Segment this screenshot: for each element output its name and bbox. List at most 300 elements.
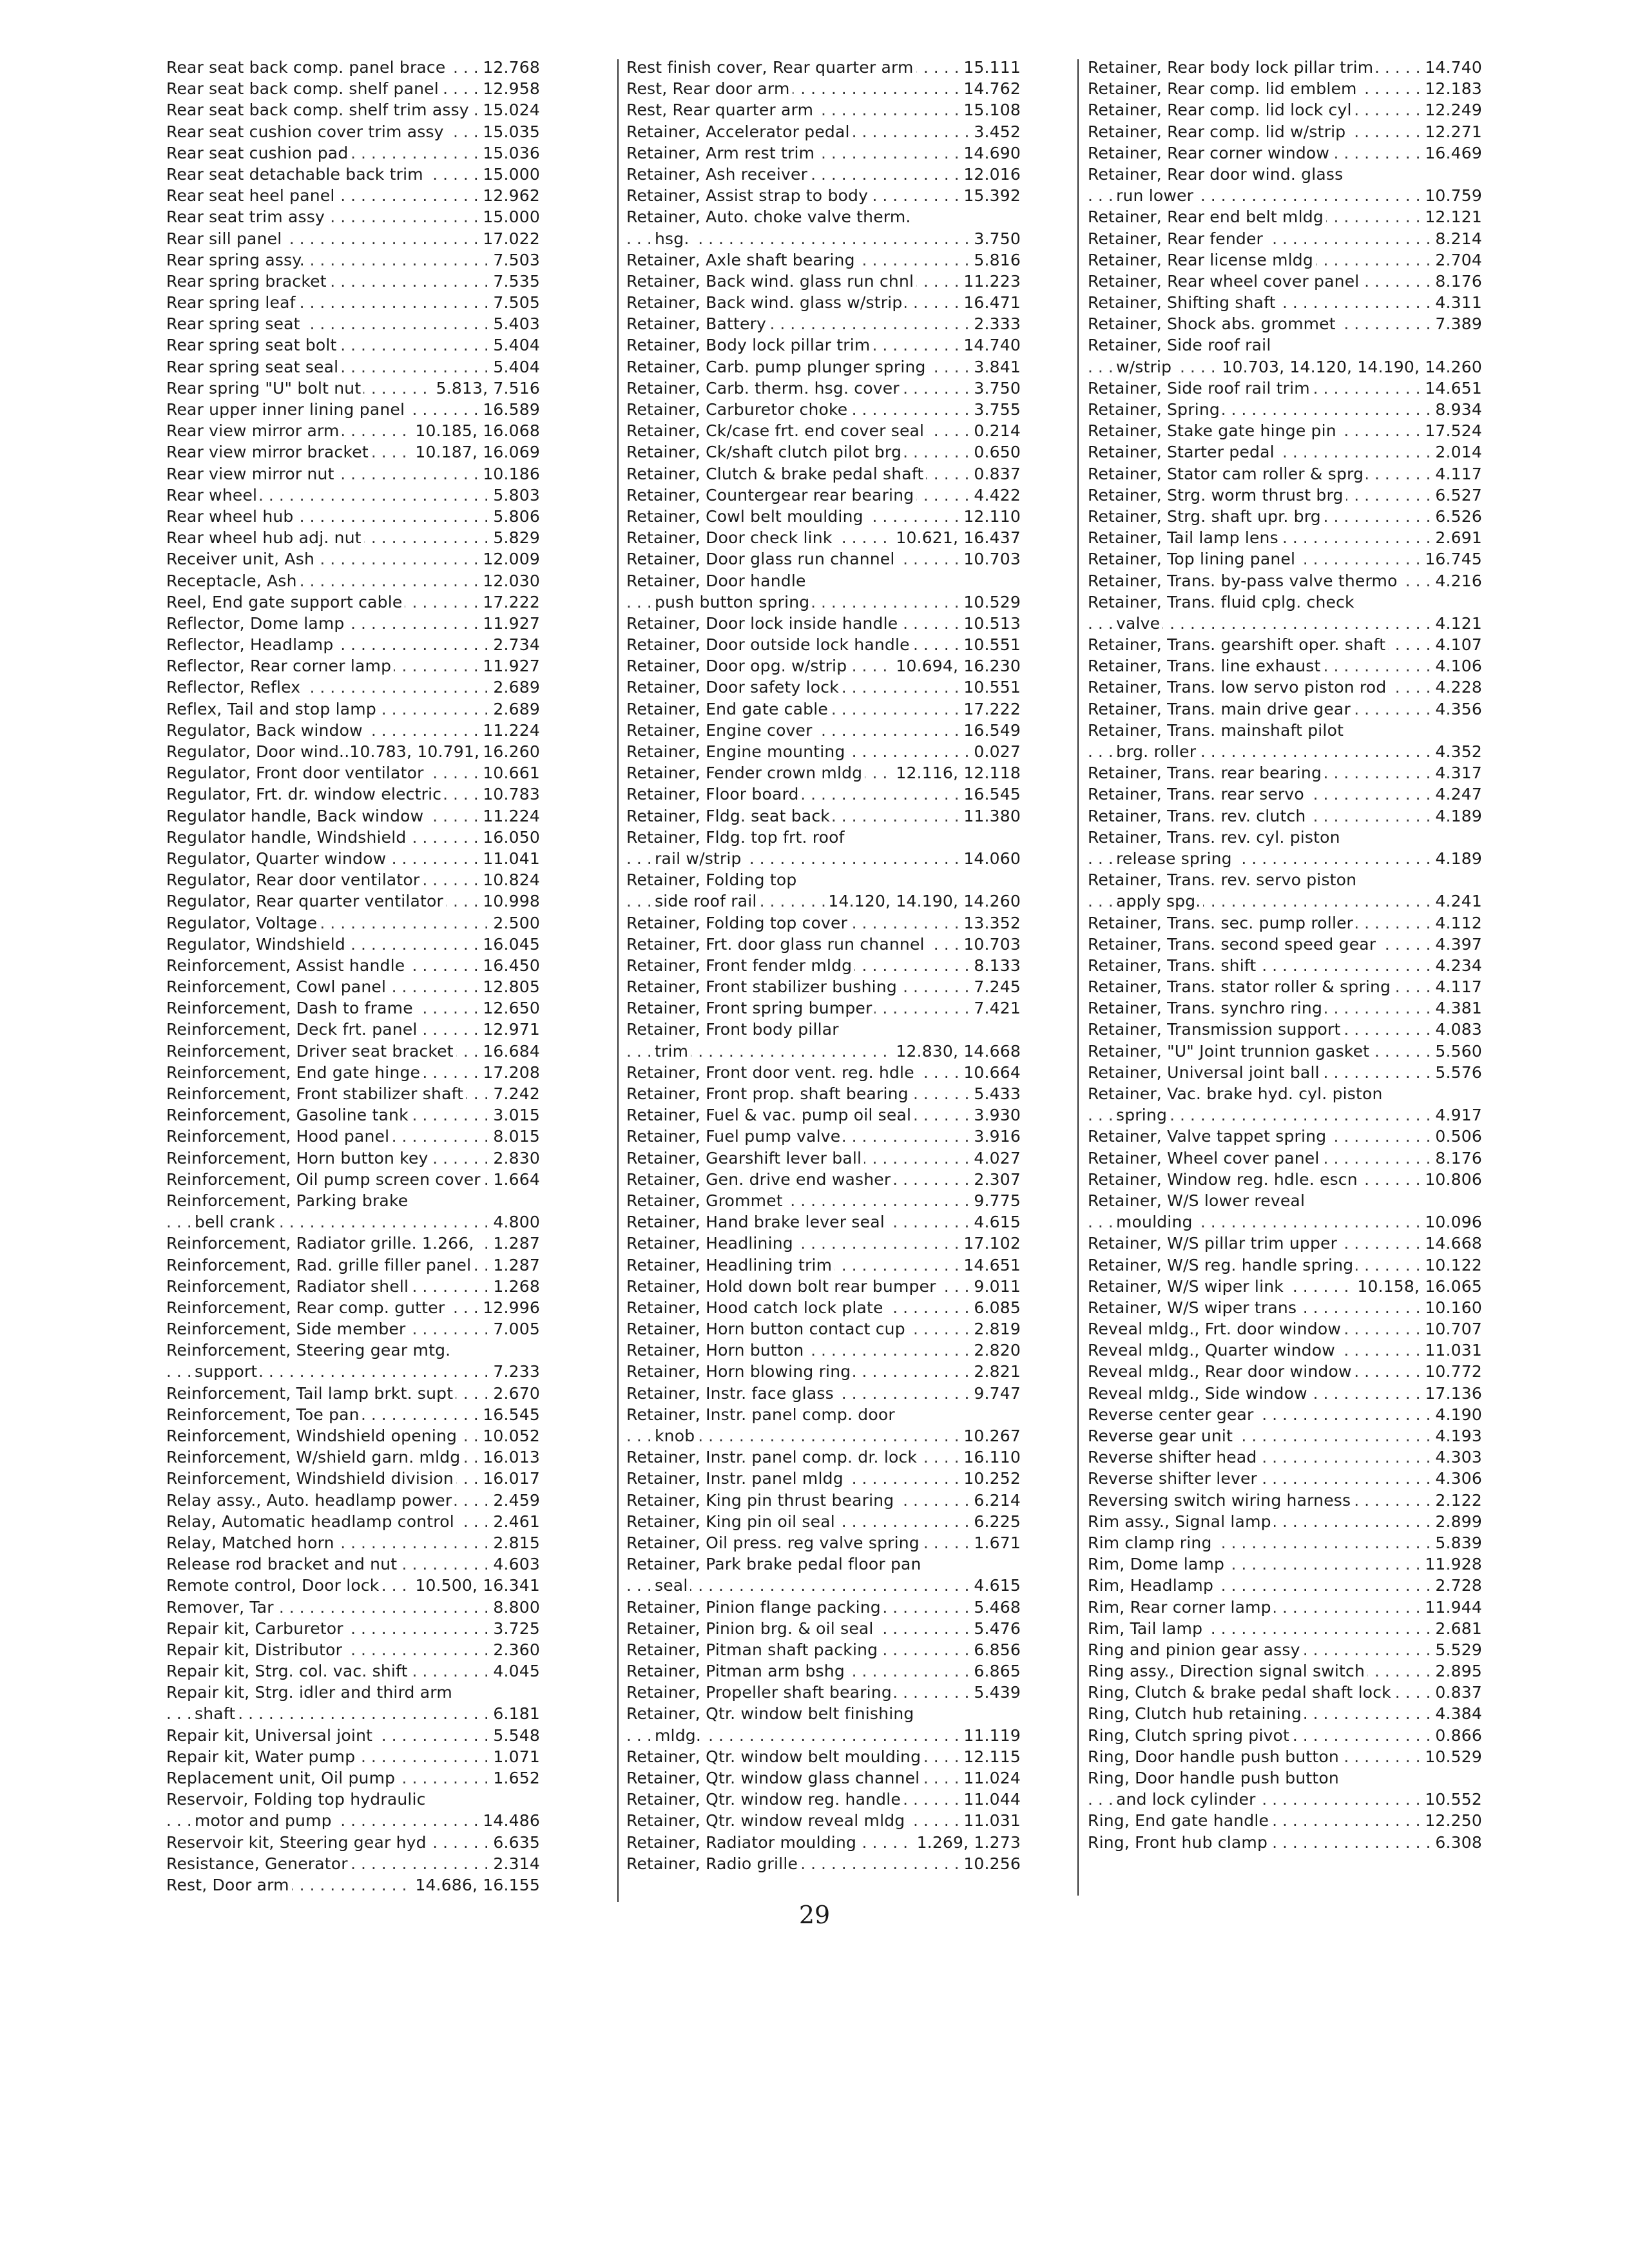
- entry-reference-number: 11.031: [961, 1810, 1021, 1831]
- entry-label: Rear view mirror nut: [166, 463, 337, 485]
- entry-label: Reservoir, Folding top hydraulic: [166, 1789, 429, 1810]
- entry-label: Relay, Matched horn: [166, 1532, 337, 1553]
- entry-label: knob: [655, 1425, 697, 1446]
- entry-label: Regulator, Front door ventilator: [166, 762, 427, 783]
- entry-label: Retainer, Axle shaft bearing: [626, 249, 858, 271]
- index-entry: [1088, 634, 1482, 655]
- entry-label: Retainer, Stake gate hinge pin: [1088, 420, 1339, 441]
- entry-label: Retainer, Starter pedal: [1088, 441, 1277, 463]
- entry-label: Reinforcement, Radiator grille. 1.266,: [166, 1233, 477, 1254]
- entry-reference-number: 16.589: [480, 399, 540, 420]
- entry-reference-number: 0.214: [971, 420, 1021, 441]
- entry-reference-number: 14.651: [1422, 378, 1482, 399]
- entry-label: Retainer, Arm rest trim: [626, 142, 817, 164]
- index-entry: [626, 1062, 1021, 1083]
- entry-reference-number: 11.119: [961, 1725, 1021, 1746]
- index-entry: [1088, 1832, 1482, 1853]
- entry-reference-number: 12.650: [480, 997, 540, 1019]
- entry-label: Rear seat cushion pad: [166, 142, 351, 164]
- entry-label: Rear seat cushion cover trim assy: [166, 121, 447, 142]
- index-entry: [626, 1746, 1021, 1767]
- index-entry: [166, 1233, 540, 1254]
- index-entry: [166, 762, 540, 783]
- entry-label: Retainer, Stator cam roller & sprg: [1088, 463, 1366, 485]
- entry-reference-number: 4.381: [1432, 997, 1482, 1019]
- index-entry: [1088, 1682, 1482, 1703]
- index-entry: [626, 1318, 1021, 1340]
- entry-reference-number: 4.193: [1432, 1425, 1482, 1446]
- index-entry: [626, 805, 1021, 827]
- entry-label: Retainer, Radio grille: [626, 1853, 800, 1874]
- entry-label: Retainer, Body lock pillar trim: [626, 334, 872, 356]
- entry-label: Repair kit, Distributor: [166, 1639, 345, 1660]
- entry-reference-number: 2.307: [971, 1169, 1021, 1190]
- index-entry: [1088, 1276, 1482, 1297]
- entry-label: Retainer, Engine cover: [626, 720, 815, 741]
- index-entry: [626, 1404, 1021, 1425]
- index-entry-continuation: [166, 1703, 540, 1724]
- entry-label: Retainer, King pin thrust bearing: [626, 1490, 896, 1511]
- index-entry: [166, 613, 540, 634]
- entry-label: Retainer, Side roof rail trim: [1088, 378, 1313, 399]
- index-entry: [626, 78, 1021, 99]
- index-entry: [626, 1618, 1021, 1639]
- index-entry: [626, 206, 1021, 227]
- entry-reference-number: 10.552: [1422, 1789, 1482, 1810]
- index-entry: [1088, 1148, 1482, 1169]
- index-entry: [626, 1660, 1021, 1682]
- entry-label: push button spring: [655, 591, 812, 613]
- index-entry: [166, 698, 540, 720]
- index-entry-continuation: [1088, 741, 1482, 762]
- entry-reference-number: 15.036: [480, 142, 540, 164]
- index-entry: [166, 591, 540, 613]
- index-entry: [626, 441, 1021, 463]
- entry-label: Reinforcement, Parking brake: [166, 1190, 410, 1211]
- entry-label: Retainer, Headlining: [626, 1233, 796, 1254]
- index-entry: [626, 1682, 1021, 1703]
- index-entry: [626, 378, 1021, 399]
- entry-reference-number: 9.775: [971, 1190, 1021, 1211]
- entry-label: Retainer, Valve tappet spring: [1088, 1126, 1329, 1147]
- index-entry: [1088, 677, 1482, 698]
- index-entry: [166, 485, 540, 506]
- entry-label: Ring assy., Direction signal switch: [1088, 1660, 1367, 1682]
- entry-label: Rear seat heel panel: [166, 185, 338, 206]
- entry-reference-number: 3.015: [490, 1104, 540, 1126]
- entry-label: Retainer, Ck/shaft clutch pilot brg: [626, 441, 904, 463]
- entry-reference-number: 4.027: [971, 1148, 1021, 1169]
- entry-reference-number: 2.819: [971, 1318, 1021, 1340]
- entry-label: Reinforcement, End gate hinge: [166, 1062, 423, 1083]
- entry-label: Retainer, "U" Joint trunnion gasket: [1088, 1041, 1372, 1062]
- index-entry: [166, 313, 540, 334]
- index-entry: [166, 1746, 540, 1767]
- index-entry: [1088, 164, 1482, 185]
- entry-label: Retainer, Pinion flange packing: [626, 1597, 883, 1618]
- index-entry: [166, 720, 540, 741]
- entry-reference-number: 1.071: [490, 1746, 540, 1767]
- entry-label: Retainer, Qtr. window belt moulding: [626, 1746, 923, 1767]
- entry-label: Reinforcement, Front stabilizer shaft: [166, 1083, 466, 1104]
- index-entry: [626, 1297, 1021, 1318]
- entry-label: Retainer, Radiator moulding: [626, 1832, 859, 1853]
- entry-reference-number: 5.576: [1432, 1062, 1482, 1083]
- index-entry: [626, 1383, 1021, 1404]
- entry-reference-number: 10.694, 16.230: [893, 655, 1021, 677]
- entry-label: Rim clamp ring: [1088, 1532, 1215, 1553]
- entry-reference-number: 10.187, 16.069: [412, 441, 540, 463]
- entry-reference-number: 12.016: [961, 164, 1021, 185]
- entry-label: valve: [1116, 613, 1162, 634]
- index-entry: [1088, 976, 1482, 997]
- index-entry: [1088, 548, 1482, 570]
- index-entry: [626, 720, 1021, 741]
- index-entry: [626, 677, 1021, 698]
- entry-reference-number: 2.689: [490, 698, 540, 720]
- index-entry: [626, 869, 1021, 890]
- entry-label: Reinforcement, Hood panel: [166, 1126, 392, 1147]
- entry-label: Retainer, Auto. choke valve therm.: [626, 206, 914, 227]
- entry-label: Reverse shifter head: [1088, 1446, 1259, 1468]
- entry-reference-number: 2.728: [1432, 1575, 1482, 1596]
- entry-label: release spring: [1116, 848, 1235, 869]
- entry-reference-number: 4.106: [1432, 655, 1482, 677]
- entry-label: Retainer, Door lock inside handle: [626, 613, 900, 634]
- index-entry: [166, 99, 540, 120]
- index-entry: [166, 655, 540, 677]
- index-entry: [626, 1233, 1021, 1254]
- entry-reference-number: 6.865: [971, 1660, 1021, 1682]
- entry-reference-number: 12.183: [1422, 78, 1482, 99]
- entry-label: Retainer, W/S wiper link: [1088, 1276, 1286, 1297]
- entry-label: Retainer, Spring: [1088, 399, 1222, 420]
- entry-label: Retainer, Trans. line exhaust: [1088, 655, 1324, 677]
- index-entry: [166, 1169, 540, 1190]
- index-entry: [166, 1682, 540, 1703]
- entry-reference-number: 4.615: [971, 1211, 1021, 1233]
- entry-label: Retainer, Gen. drive end washer: [626, 1169, 893, 1190]
- index-entry-continuation: [626, 1041, 1021, 1062]
- index-entry-continuation: [1088, 613, 1482, 634]
- entry-reference-number: 16.745: [1422, 548, 1482, 570]
- index-entry: [626, 655, 1021, 677]
- entry-reference-number: 14.740: [1422, 57, 1482, 78]
- entry-label: Reveal mldg., Quarter window: [1088, 1340, 1338, 1361]
- index-entry: [1088, 1126, 1482, 1147]
- entry-reference-number: 10.122: [1422, 1254, 1482, 1276]
- entry-reference-number: 4.917: [1432, 1104, 1482, 1126]
- index-entry: [166, 934, 540, 955]
- entry-label: Retainer, W/S pillar trim upper: [1088, 1233, 1340, 1254]
- entry-reference-number: 8.800: [490, 1597, 540, 1618]
- entry-label: hsg.: [655, 228, 692, 249]
- entry-label: motor and pump: [195, 1810, 334, 1831]
- entry-label: Reinforcement, Deck frt. panel: [166, 1019, 420, 1040]
- index-entry: [626, 827, 1021, 848]
- index-entry: [1088, 1062, 1482, 1083]
- index-entry: [626, 485, 1021, 506]
- entry-reference-number: 10.529: [1422, 1746, 1482, 1767]
- entry-reference-number: 11.927: [480, 613, 540, 634]
- index-entry-continuation: [626, 890, 1021, 912]
- entry-reference-number: 11.927: [480, 655, 540, 677]
- index-entry: [1088, 720, 1482, 741]
- entry-label: Retainer, Strg. shaft upr. brg: [1088, 506, 1324, 527]
- entry-reference-number: 5.806: [490, 506, 540, 527]
- entry-reference-number: 14.120, 14.190, 14.260: [825, 890, 1021, 912]
- index-entry: [626, 1490, 1021, 1511]
- index-entry: [166, 634, 540, 655]
- entry-label: Repair kit, Strg. idler and third arm: [166, 1682, 455, 1703]
- index-entry: [1088, 527, 1482, 548]
- entry-reference-number: 12.121: [1422, 206, 1482, 227]
- entry-label: Retainer, Rear fender: [1088, 228, 1266, 249]
- index-entry: [166, 1254, 540, 1276]
- entry-label: Retainer, Rear comp. lid lock cyl: [1088, 99, 1354, 120]
- entry-reference-number: 10.185, 16.068: [412, 420, 540, 441]
- index-entry: [626, 1169, 1021, 1190]
- entry-label: Regulator, Rear door ventilator: [166, 869, 422, 890]
- index-entry: [626, 1019, 1021, 1040]
- index-entry: [166, 121, 540, 142]
- entry-label: Regulator, Voltage: [166, 912, 320, 934]
- entry-reference-number: 5.529: [1432, 1639, 1482, 1660]
- entry-reference-number: 7.233: [490, 1361, 540, 1382]
- entry-label: Retainer, Rear end belt mldg: [1088, 206, 1326, 227]
- entry-reference-number: 14.651: [961, 1254, 1021, 1276]
- entry-reference-number: 14.486: [480, 1810, 540, 1831]
- entry-reference-number: 10.759: [1422, 185, 1482, 206]
- entry-reference-number: 3.841: [971, 356, 1021, 378]
- index-entry: [626, 1553, 1021, 1575]
- index-entry: [166, 185, 540, 206]
- entry-reference-number: 2.122: [1432, 1490, 1482, 1511]
- entry-label: Reflex, Tail and stop lamp: [166, 698, 379, 720]
- entry-reference-number: 7.505: [490, 292, 540, 313]
- index-entry: [626, 1148, 1021, 1169]
- entry-label: Retainer, Shock abs. grommet: [1088, 313, 1338, 334]
- entry-label: Retainer, Trans. rear servo: [1088, 783, 1307, 805]
- entry-label: Regulator, Windshield: [166, 934, 348, 955]
- entry-reference-number: 2.461: [490, 1511, 540, 1532]
- index-entry: [626, 741, 1021, 762]
- entry-reference-number: 14.060: [961, 848, 1021, 869]
- entry-reference-number: 17.022: [480, 228, 540, 249]
- entry-label: Reinforcement, Side member: [166, 1318, 408, 1340]
- entry-reference-number: 6.526: [1432, 506, 1482, 527]
- index-column-2: [626, 57, 1021, 1874]
- index-entry: [166, 1041, 540, 1062]
- entry-reference-number: 16.045: [480, 934, 540, 955]
- entry-reference-number: 17.222: [961, 698, 1021, 720]
- entry-reference-number: 16.469: [1422, 142, 1482, 164]
- index-entry: [166, 527, 540, 548]
- entry-label: Reservoir kit, Steering gear hyd: [166, 1832, 429, 1853]
- index-entry: [1088, 1553, 1482, 1575]
- entry-label: Retainer, Instr. panel mldg: [626, 1468, 846, 1489]
- index-entry: [166, 1553, 540, 1575]
- entry-reference-number: 1.664: [490, 1169, 540, 1190]
- index-entry: [166, 1276, 540, 1297]
- index-entry: [1088, 1404, 1482, 1425]
- entry-label: Retainer, Rear license mldg: [1088, 249, 1316, 271]
- entry-reference-number: 4.317: [1432, 762, 1482, 783]
- entry-reference-number: 4.603: [490, 1553, 540, 1575]
- entry-label: Retainer, Instr. panel comp. dr. lock: [626, 1446, 920, 1468]
- index-entry-continuation: [626, 1725, 1021, 1746]
- entry-reference-number: 10.703: [961, 548, 1021, 570]
- entry-label: Ring, Clutch hub retaining: [1088, 1703, 1304, 1724]
- index-entry-continuation: [1088, 1104, 1482, 1126]
- index-entry: [166, 1148, 540, 1169]
- entry-reference-number: 4.384: [1432, 1703, 1482, 1724]
- entry-reference-number: 16.549: [961, 720, 1021, 741]
- entry-reference-number: 11.224: [480, 720, 540, 741]
- entry-label: Retainer, Instr. panel comp. door: [626, 1404, 898, 1425]
- index-entry-continuation: [626, 848, 1021, 869]
- entry-label: Rear view mirror bracket: [166, 441, 371, 463]
- index-entry: [626, 1340, 1021, 1361]
- entry-reference-number: 6.856: [971, 1639, 1021, 1660]
- entry-reference-number: 8.934: [1432, 399, 1482, 420]
- index-entry: [626, 527, 1021, 548]
- entry-reference-number: 11.223: [961, 271, 1021, 292]
- index-entry: [1088, 698, 1482, 720]
- index-entry: [626, 1767, 1021, 1789]
- entry-reference-number: 4.311: [1432, 292, 1482, 313]
- index-entry: [626, 912, 1021, 934]
- entry-label: Retainer, Frt. door glass run channel: [626, 934, 927, 955]
- entry-label: Retainer, Trans. shift: [1088, 955, 1258, 976]
- entry-reference-number: 4.397: [1432, 934, 1482, 955]
- index-entry: [166, 420, 540, 441]
- index-entry: [1088, 570, 1482, 591]
- entry-reference-number: 0.650: [971, 441, 1021, 463]
- entry-label: Retainer, Trans. rev. clutch: [1088, 805, 1308, 827]
- entry-reference-number: 3.725: [490, 1618, 540, 1639]
- index-entry: [626, 249, 1021, 271]
- entry-label: Reinforcement, Oil pump screen cover: [166, 1169, 483, 1190]
- entry-label: Ring, Front hub clamp: [1088, 1832, 1270, 1853]
- entry-label: Retainer, Tail lamp lens: [1088, 527, 1281, 548]
- entry-reference-number: 1.268: [490, 1276, 540, 1297]
- index-entry: [626, 356, 1021, 378]
- entry-label: Rest, Rear door arm: [626, 78, 793, 99]
- index-entry: [626, 783, 1021, 805]
- index-entry: [1088, 271, 1482, 292]
- entry-label: Reversing switch wiring harness: [1088, 1490, 1353, 1511]
- index-entry: [626, 271, 1021, 292]
- entry-reference-number: 2.681: [1432, 1618, 1482, 1639]
- entry-reference-number: 4.189: [1432, 805, 1482, 827]
- index-entry: [626, 1211, 1021, 1233]
- entry-reference-number: 12.830, 14.668: [893, 1041, 1021, 1062]
- entry-label: Retainer, Pitman shaft packing: [626, 1639, 880, 1660]
- index-entry: [1088, 292, 1482, 313]
- index-entry: [1088, 1190, 1482, 1211]
- index-entry: [166, 1468, 540, 1489]
- entry-reference-number: 10.664: [961, 1062, 1021, 1083]
- entry-label: support: [195, 1361, 260, 1382]
- index-entry: [1088, 420, 1482, 441]
- entry-label: Retainer, W/S reg. handle spring: [1088, 1254, 1356, 1276]
- entry-label: Retainer, Trans. gearshift oper. shaft: [1088, 634, 1388, 655]
- index-entry: [166, 378, 540, 399]
- entry-label: Ring, Clutch & brake pedal shaft lock: [1088, 1682, 1394, 1703]
- index-entry: [166, 164, 540, 185]
- index-entry: [626, 185, 1021, 206]
- entry-label: Rear spring seat: [166, 313, 303, 334]
- entry-reference-number: 16.684: [480, 1041, 540, 1062]
- entry-reference-number: 2.014: [1432, 441, 1482, 463]
- index-entry: [626, 99, 1021, 120]
- index-entry: [166, 805, 540, 827]
- entry-reference-number: 4.189: [1432, 848, 1482, 869]
- entry-reference-number: 3.755: [971, 399, 1021, 420]
- entry-reference-number: 15.024: [480, 99, 540, 120]
- index-column-1: [166, 57, 540, 1896]
- entry-label: Remover, Tar: [166, 1597, 276, 1618]
- index-entry: [166, 1874, 540, 1896]
- entry-label: Retainer, Rear corner window: [1088, 142, 1332, 164]
- entry-label: Retainer, Rear body lock pillar trim: [1088, 57, 1376, 78]
- entry-label: Retainer, Trans. main drive gear: [1088, 698, 1353, 720]
- entry-reference-number: 8.176: [1432, 271, 1482, 292]
- index-entry: [166, 1446, 540, 1468]
- entry-reference-number: 3.916: [971, 1126, 1021, 1147]
- entry-label: Retainer, Engine mounting: [626, 741, 848, 762]
- entry-reference-number: 2.670: [490, 1383, 540, 1404]
- entry-reference-number: 3.750: [971, 228, 1021, 249]
- index-entry: [1088, 591, 1482, 613]
- entry-reference-number: 10.806: [1422, 1169, 1482, 1190]
- entry-label: Retainer, Trans. second speed gear: [1088, 934, 1378, 955]
- entry-reference-number: 9.747: [971, 1383, 1021, 1404]
- entry-label: Rear spring "U" bolt nut: [166, 378, 363, 399]
- index-entry: [166, 741, 540, 762]
- entry-reference-number: 5.476: [971, 1618, 1021, 1639]
- entry-label: Retainer, Fldg. top frt. roof: [626, 827, 847, 848]
- entry-reference-number: 4.422: [971, 485, 1021, 506]
- index-entry-continuation: [1088, 1789, 1482, 1810]
- entry-reference-number: 12.805: [480, 976, 540, 997]
- entry-label: Retainer, Fender crown mldg: [626, 762, 865, 783]
- column-divider: [617, 59, 619, 1902]
- entry-reference-number: 4.247: [1432, 783, 1482, 805]
- index-entry: [166, 890, 540, 912]
- index-entry: [166, 955, 540, 976]
- index-entry: [166, 1832, 540, 1853]
- entry-reference-number: 5.548: [490, 1725, 540, 1746]
- entry-label: Reflector, Rear corner lamp: [166, 655, 394, 677]
- index-entry: [166, 292, 540, 313]
- entry-label: Retainer, Horn blowing ring: [626, 1361, 853, 1382]
- index-entry: [1088, 1618, 1482, 1639]
- entry-reference-number: 17.524: [1422, 420, 1482, 441]
- entry-reference-number: 5.829: [490, 527, 540, 548]
- entry-reference-number: 16.110: [961, 1446, 1021, 1468]
- index-entry: [1088, 1490, 1482, 1511]
- index-entry: [626, 1446, 1021, 1468]
- index-entry: [626, 334, 1021, 356]
- entry-reference-number: 4.083: [1432, 1019, 1482, 1040]
- entry-reference-number: 16.450: [480, 955, 540, 976]
- entry-reference-number: 0.837: [971, 463, 1021, 485]
- index-entry: [1088, 1083, 1482, 1104]
- entry-label: Rear spring assy.: [166, 249, 307, 271]
- entry-label: Retainer, King pin oil seal: [626, 1511, 838, 1532]
